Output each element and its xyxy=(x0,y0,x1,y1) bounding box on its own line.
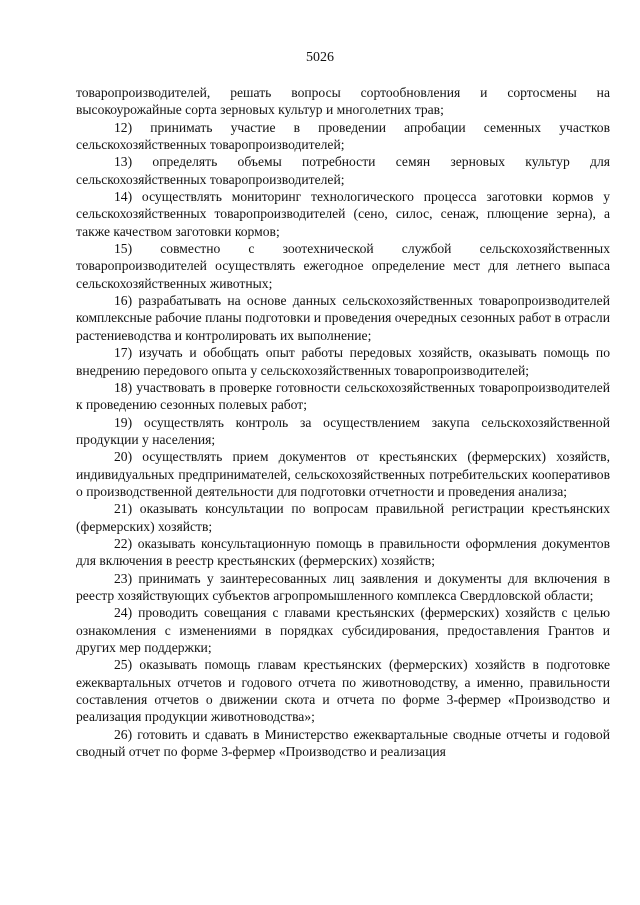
paragraph-item-24: 24) проводить совещания с главами крестьянских (фермерских) хозяйств с целью ознакомления с изменениями в порядках субсидирования, предоставления Грантов и других мер поддержки; xyxy=(76,605,610,655)
paragraph-item-20: 20) осуществлять прием документов от крестьянских (фермерских) хозяйств, индивидуальных предпринимателей, сельскохозяйственных потребительских кооперативов о производственной деятельности для подготовки отчетности и проведения анализа; xyxy=(76,449,610,499)
paragraph-item-26: 26) готовить и сдавать в Министерство ежеквартальные сводные отчеты и годовой сводный отчет по форме 3-фермер «Производство и реализация xyxy=(76,726,610,760)
paragraph-item-25: 25) оказывать помощь главам крестьянских (фермерских) хозяйств в подготовке ежеквартальных отчетов и годового отчета по животноводству, а именно, правильности составления отчетов о движении скота и отчета по форме 3-фермер «Производство и реализация продукции животноводства»; xyxy=(76,657,610,725)
paragraph-item-19: 19) осуществлять контроль за осуществлением закупа сельскохозяйственной продукции у населения; xyxy=(76,414,610,447)
document-body xyxy=(76,84,610,760)
paragraph-item-12: 12) принимать участие в проведении апробации семенных участков сельскохозяйственных товаропроизводителей; xyxy=(76,119,610,153)
paragraph-item-14: 14) осуществлять мониторинг технологического процесса заготовки кормов у сельскохозяйственных товаропроизводителей (сено, силос, сенаж, плющение зерна), а также качеством заготовки кормов; xyxy=(76,189,610,239)
paragraph-item-23: 23) принимать у заинтересованных лиц заявления и документы для включения в реестр хозяйствующих субъектов агропромышленного комплекса Свердловской области; xyxy=(76,570,610,603)
page-number: 5026 xyxy=(306,50,334,65)
paragraph-item-16: 16) разрабатывать на основе данных сельскохозяйственных товаропроизводителей комплексные рабочие планы подготовки и проведения очередных сезонных работ в отрасли растениеводства и контролировать их выполнение; xyxy=(76,293,610,343)
paragraph-item-22: 22) оказывать консультационную помощь в правильности оформления документов для включения в реестр крестьянских (фермерских) хозяйств; xyxy=(76,535,610,569)
paragraph-item-17: 17) изучать и обобщать опыт работы передовых хозяйств, оказывать помощь по внедрению передового опыта у сельскохозяйственных товаропроизводителей; xyxy=(76,345,610,378)
paragraph-item-13: 13) определять объемы потребности семян зерновых культур для сельскохозяйственных товаропроизводителей; xyxy=(76,154,610,187)
paragraph-item-21: 21) оказывать консультации по вопросам правильной регистрации крестьянских (фермерских) хозяйств; xyxy=(76,501,610,534)
paragraph-item-15: 15) совместно с зоотехнической службой сельскохозяйственных товаропроизводителей осуществлять ежегодное определение мест для летнего выпаса сельскохозяйственных животных; xyxy=(76,241,610,291)
paragraph-continuation: товаропроизводителей, решать вопросы сортообновления и сортосмены на высокоурожайные сорта зерновых культур и многолетних трав; xyxy=(76,85,610,118)
paragraph-item-18: 18) участвовать в проверке готовности сельскохозяйственных товаропроизводителей к проведению сезонных полевых работ; xyxy=(76,379,610,413)
